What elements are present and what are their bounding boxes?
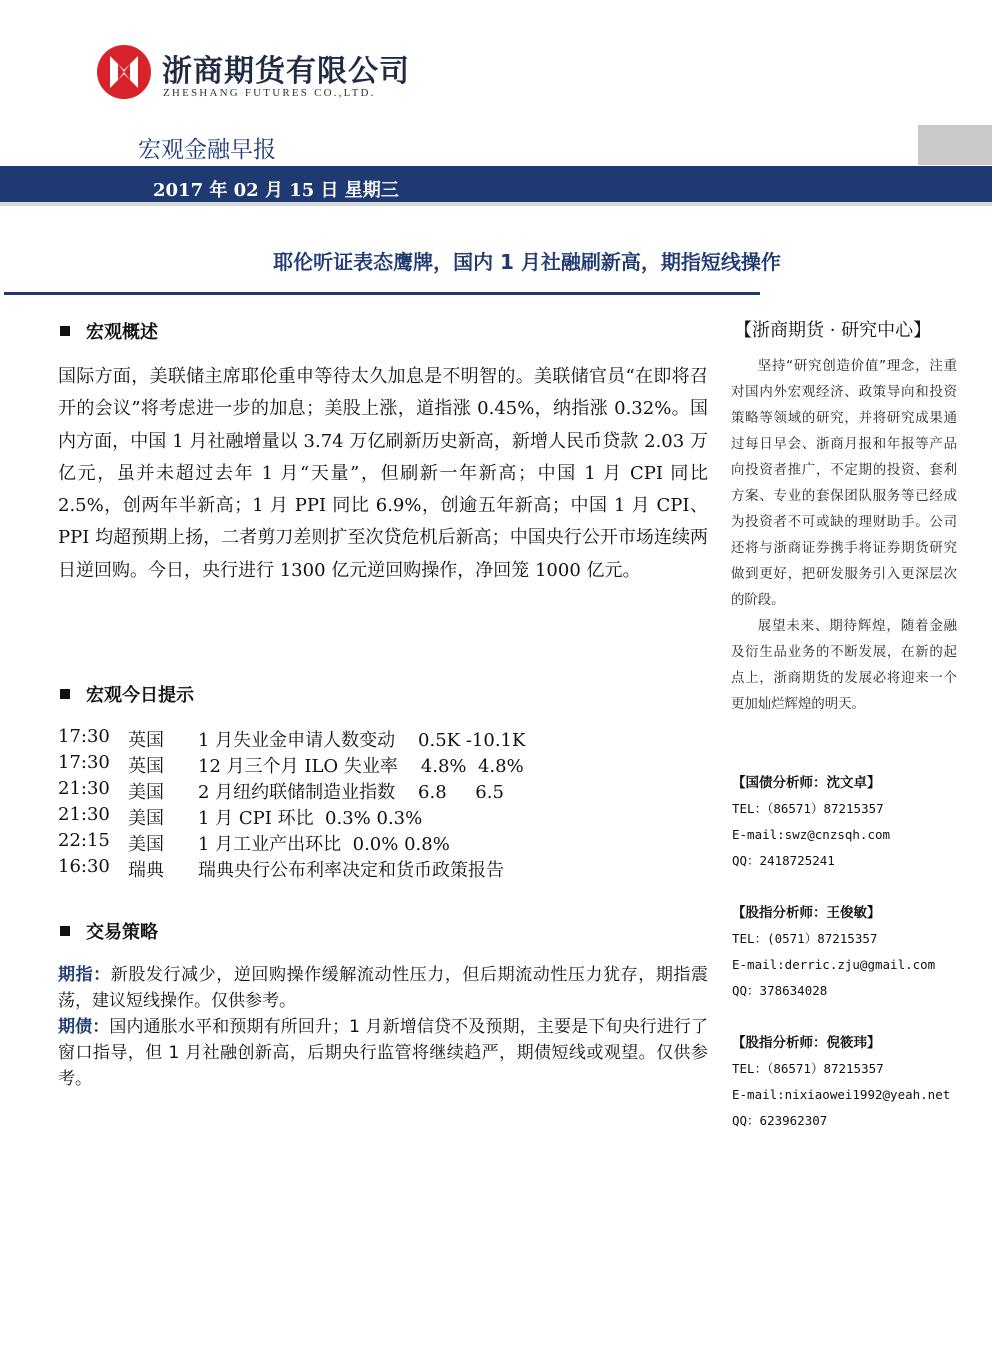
analyst-card [732,1030,982,1134]
report-type: 宏观金融早报 [138,137,276,163]
analyst-card [732,900,982,1004]
calendar-country: 瑞典 [128,860,164,881]
company-name: 浙商期货有限公司 [162,54,410,89]
calendar-event: 12 月三个月 ILO 失业率 4.8% 4.8% [198,756,524,777]
calendar-row [58,778,618,804]
analyst-qq: QQ：2418725241 [732,853,835,868]
analyst-name: 【国债分析师：沈文卓】 [732,775,881,791]
calendar-time: 16:30 [58,856,110,877]
strategy-label: 期指： [58,965,111,985]
date-bar [0,166,992,206]
headline: 耶伦听证表态鹰牌，国内 1 月社融刷新高，期指短线操作 [273,250,781,274]
analyst-tel: TEL：（86571）87215357 [732,801,884,816]
analyst-card [732,770,982,874]
calendar-row [58,856,618,882]
section-heading-calendar: 宏观今日提示 [60,681,194,707]
overview-paragraph: 国际方面，美联储主席耶伦重申等待太久加息是不明智的。美联储官员“在即将召开的会议”将考虑进一步的加息；美股上涨，道指涨 0.45%，纳指涨 0.32%。国内方面，中国 1 月社融增量以 3.74 万亿刷新历史新高，新增人民币贷款 2.03 万亿元，虽并未超过去年 1 月“天量”，但刷新一年新高；中国 1 月 CPI 同比 2.5%，创两年半新高；1 月 PPI 同比 6.9%，创逾五年新高；中国 1 月 CPI、PPI 均超预期上扬，二者剪刀差则扩至次贷危机后新高；中国央行公开市场连续两日逆回购。今日，央行进行 1300 亿元逆回购操作，净回笼 1000 亿元。 [58,366,708,581]
analyst-qq: QQ：623962307 [732,1113,828,1128]
calendar-event: 1 月失业金申请人数变动 0.5K -10.1K [198,730,526,751]
sidebar-paragraph: 坚持“研究创造价值”理念，注重对国内外宏观经济、政策导向和投资策略等领域的研究，并将研究成果通过每日早会、浙商月报和年报等产品向投资者推广，不定期的投资、套利方案、专业的套保团队服务等已经成为投资者不可或缺的理财助手。公司还将与浙商证券携手将证券期货研究做到更好，把研发服务引入更深层次的阶段。 [731,359,957,608]
strategy-bond-futures [58,1014,708,1092]
analyst-email[interactable]: E-mail:derric.zju@gmail.com [732,957,936,972]
report-date: 2017 年 02 月 15 日 星期三 [153,180,399,201]
calendar-time: 21:30 [58,778,110,799]
sidebar-paragraph: 展望未来、期待辉煌，随着金融及衍生品业务的不断发展，在新的起点上，浙商期货的发展必将迎来一个更加灿烂辉煌的明天。 [731,619,957,712]
strategy-text: 新股发行减少，逆回购操作缓解流动性压力，但后期流动性压力犹存，期指震荡，建议短线操作。仅供参考。 [58,965,708,1011]
section-heading-overview: 宏观概述 [60,318,158,344]
calendar-country: 美国 [128,834,164,855]
section-heading-strategy: 交易策略 [60,918,158,944]
analyst-email[interactable]: E-mail:swz@cnzsqh.com [732,827,891,842]
calendar-row [58,804,618,830]
calendar-time: 17:30 [58,726,110,747]
decorative-block [918,125,992,165]
headline-divider [4,292,760,295]
calendar-event: 瑞典央行公布利率决定和货币政策报告 [198,860,504,881]
calendar-time: 21:30 [58,804,110,825]
calendar-country: 英国 [128,756,164,777]
strategy-label: 期债： [58,1017,110,1037]
analyst-qq: QQ：378634028 [732,983,828,998]
company-name-en: ZHESHANG FUTURES CO.,LTD. [163,87,376,99]
calendar-country: 美国 [128,808,164,829]
calendar-row [58,752,618,778]
calendar-country: 英国 [128,730,164,751]
analyst-email[interactable]: E-mail:nixiaowei1992@yeah.net [732,1087,951,1102]
analyst-tel: TEL：(0571）87215357 [732,931,878,946]
square-bullet-icon [60,689,70,699]
calendar-row [58,726,618,752]
strategy-text: 国内通胀水平和预期有所回升；1 月新增信贷不及预期，主要是下旬央行进行了窗口指导，但 1 月社融创新高，后期央行监管将继续趋严，期债短线或观望。仅供参考。 [58,1017,709,1089]
calendar-event: 1 月工业产出环比 0.0% 0.8% [198,834,450,855]
calendar-country: 美国 [128,782,164,803]
calendar-event: 1 月 CPI 环比 0.3% 0.3% [198,808,423,829]
analyst-tel: TEL：（86571）87215357 [732,1061,884,1076]
analyst-name: 【股指分析师：王俊敏】 [732,905,881,921]
calendar-time: 17:30 [58,752,110,773]
company-logo-icon [96,44,152,100]
sidebar-title: 【浙商期货 · 研究中心】 [734,320,932,341]
analyst-name: 【股指分析师：倪筱玮】 [732,1035,881,1051]
calendar-row [58,830,618,856]
strategy-index-futures [58,962,708,1014]
square-bullet-icon [60,926,70,936]
calendar-event: 2 月纽约联储制造业指数 6.8 6.5 [198,782,504,803]
square-bullet-icon [60,326,70,336]
calendar-time: 22:15 [58,830,110,851]
